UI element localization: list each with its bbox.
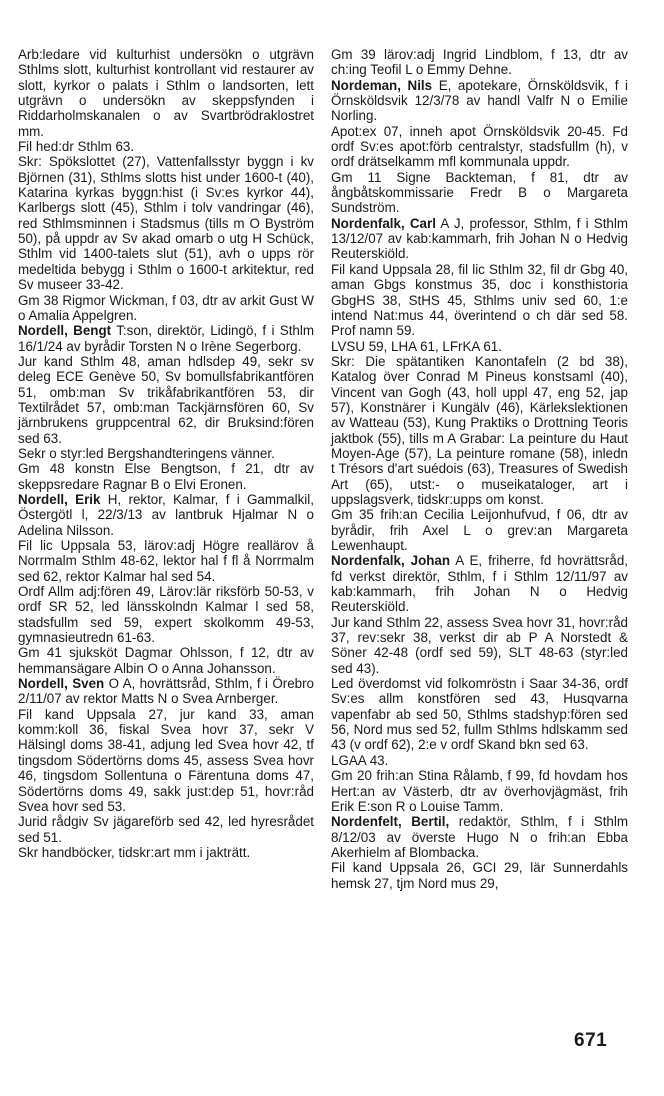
biography-paragraph [331, 753, 628, 768]
paragraph-text: Fil kand Uppsala 27, jur kand 33, aman komm:koll 36, fiskal Svea hovr 37, sekr V Hälsingl doms 38-41, adjung led Svea hovr 42, tf tingsdom Södertörns doms 45, assess Svea hovr 46, tingsdom Sollentuna o Färentuna doms 47, Södertörns doms 49, sakk just:dep 51, hovr:råd Svea hovr sed 53. [18, 706, 314, 814]
biography-paragraph [18, 139, 314, 154]
biography-paragraph [331, 768, 628, 814]
biography-paragraph [331, 47, 628, 78]
paragraph-text: Jur kand Sthlm 22, assess Svea hovr 31, hovr:råd 37, rev:sekr 38, verkst dir ab P A Norstedt & Söner 42-48 (ordf sed 59), SLT 48-63 (styr:led sed 43). [331, 614, 628, 676]
paragraph-text: A J, professor, Sthlm, f i Sthlm 13/12/07 av kab:kammarh, frih Johan N o Hedvig Reuterskiöld. [331, 215, 629, 262]
paragraph-text: Skr: Spökslottet (27), Vattenfallsstyr byggn i kv Björnen (31), Sthlms slotts hist under 1600-t (40), Katarina kyrkas byggn:hist (i Sv:es kyrkor 44), Karlbergs slott (45), Sthlm i tolv vandringar (46), red Sthlmsminnen i Stadsmus (tills m O Byström 50), på uppdr av Sv akad omarb o utg H Schück, Sthlm vid 1400-talets slut (51), avh o upps rör medeltida bebygg i Sthlm o 1600-t arkitektur, red Sv museer 33-42. [18, 154, 314, 293]
paragraph-text: Fil kand Uppsala 26, GCI 29, lär Sunnerdahls hemsk 27, tjm Nord mus 29, [331, 860, 628, 891]
paragraph-text: Gm 38 Rigmor Wickman, f 03, dtr av arkit Gust W o Amalia Appelgren. [18, 292, 314, 323]
biography-paragraph [331, 262, 628, 339]
biography-paragraph [18, 707, 314, 814]
biography-entry-start [331, 216, 628, 262]
biography-paragraph [18, 47, 314, 139]
biography-paragraph [331, 354, 628, 507]
biography-paragraph [331, 124, 628, 170]
paragraph-text: Gm 41 sjuksköt Dagmar Ohlsson, f 12, dtr av hemmansägare Albin O o Anna Johansson. [18, 645, 314, 676]
entry-name: Nordell, Sven [18, 676, 105, 692]
biography-entry-start [331, 814, 628, 860]
paragraph-text: LGAA 43. [331, 752, 389, 768]
paragraph-text: Led överdomst vid folkomröstn i Saar 34-36, ordf Sv:es allm konstfören sed 43, Husqvarna vapenfabr ab sed 50, Sthlms stadshyp:fören sed 56, Nord mus sed 52, fullm Sthlms hdlskamm sed 43 (v ordf 62), 2:e v ordf Skand bkn sed 63. [331, 676, 628, 753]
paragraph-text: E, apotekare, Örnsköldsvik, f i Örnsköldsvik 12/3/78 av handl Valfr N o Emilie Norling. [331, 77, 628, 124]
paragraph-text: H, rektor, Kalmar, f i Gammalkil, Östergötl l, 22/3/13 av lantbruk Hjalmar N o Adelina Nilsson. [18, 491, 314, 538]
biography-paragraph [18, 354, 314, 446]
paragraph-text: Apot:ex 07, inneh apot Örnsköldsvik 20-45. Fd ordf Sv:es apot:förb centralstyr, stadsfullm (h), v ordf drätselkamm mfl kommunala uppdr. [331, 123, 628, 170]
paragraph-text: Gm 48 konstn Else Bengtson, f 21, dtr av skeppsredare Ragnar B o Elvi Eronen. [18, 461, 314, 492]
biography-paragraph [18, 538, 314, 584]
biography-paragraph [18, 584, 314, 645]
paragraph-text: T:son, direktör, Lidingö, f i Sthlm 16/1/24 av byrådir Torsten N o Irène Segerborg. [18, 323, 314, 354]
paragraph-text: Gm 20 frih:an Stina Rålamb, f 99, fd hovdam hos Hert:an av Västerb, dtr av överhovjägmäst, frih Erik E:son R o Louise Tamm. [331, 768, 628, 814]
paragraph-text: Skr handböcker, tidskr:art mm i jakträtt. [18, 844, 251, 860]
biography-paragraph [18, 154, 314, 292]
biography-entry-start [18, 323, 314, 354]
paragraph-text: redaktör, Sthlm, f i Sthlm 8/12/03 av överste Hugo N o frih:an Ebba Akerhielm af Blombacka. [331, 814, 628, 860]
biography-paragraph [18, 446, 314, 461]
entry-name: Nordenfelt, Bertil, [331, 814, 450, 830]
biography-entry-start [331, 553, 628, 614]
biography-paragraph [331, 860, 628, 891]
right-column [331, 47, 628, 891]
paragraph-text: Arb:ledare vid kulturhist undersökn o utgrävn Sthlms slott, kulturhist kontrollant vid restaurer av slott, kyrkor o palats i Sthlm o landsorten, lett utgrävn o undersökn av skeppsfynden i Riddarholmskanalen o av Svartbrödraklostret mm. [18, 47, 314, 139]
entry-name: Nordenfalk, Carl [331, 215, 436, 231]
paragraph-text: Jur kand Sthlm 48, aman hdlsdep 49, sekr sv deleg ECE Genève 50, Sv bomullsfabrikantfören 51, omb:man Sv trikåfabrikantfören 53, dir Textilrådet 57, omb:man Tackjärnsfören 60, Sv järnbrukens gruppcentral 62, dir Bruksind:fören sed 63. [18, 353, 314, 446]
biography-paragraph [18, 645, 314, 676]
paragraph-text: Gm 11 Signe Backteman, f 81, dtr av ångbåtskommissarie Fredr B o Margareta Sundström. [331, 169, 628, 216]
paragraph-text: Ordf Allm adj:fören 49, Lärov:lär riksförb 50-53, v ordf SR 52, led länsskolndn Kalmar l sed 58, stadsfullm sed 59, expert skolkomm 49-53, gymnasieutredn 61-63. [18, 584, 314, 646]
biography-paragraph [331, 676, 628, 753]
biography-paragraph [18, 845, 314, 860]
paragraph-text: Jurid rådgiv Sv jägareförb sed 42, led hyresrådet sed 51. [18, 814, 314, 845]
paragraph-text: Fil lic Uppsala 53, lärov:adj Högre reallärov å Norrmalm Sthlm 48-62, lektor hal f fl å Norrmalm sed 62, rektor Kalmar hal sed 54. [18, 538, 314, 584]
paragraph-text: Fil hed:dr Sthlm 63. [18, 139, 135, 155]
biography-entry-start [331, 78, 628, 124]
paragraph-text: Skr: Die spätantiken Kanontafeln (2 bd 38), Katalog över Conrad M Pineus konstsaml (40), Vincent van Gogh (43, holl uppl 47, eng 52, jap 57), Konstnärer i Kungälv (46), Kärlekslektionen av Watteau (53), Kung Praktiks o Drottning Teoris jaktbok (55), tills m A Grabar: La peinture du Haut Moyen-Age (57), La peinture romane (58), inledn t Trésors d'art suédois (63), Treasures of Swedish Art (65), utst:- o museikataloger, art i uppslagsverk, tidskr:upps om konst. [331, 353, 628, 507]
entry-name: Nordeman, Nils [331, 77, 433, 93]
paragraph-text: O A, hovrättsråd, Sthlm, f i Örebro 2/11/07 av rektor Matts N o Svea Arnberger. [18, 676, 314, 707]
paragraph-text: Sekr o styr:led Bergshandteringens vänner. [18, 445, 275, 461]
biography-paragraph [331, 170, 628, 216]
entry-name: Nordell, Erik [18, 491, 101, 507]
biography-paragraph [18, 293, 314, 324]
biography-paragraph [331, 339, 628, 354]
biography-paragraph [331, 615, 628, 676]
entry-name: Nordenfalk, Johan [331, 553, 451, 569]
biography-paragraph [18, 814, 314, 845]
entry-name: Nordell, Bengt [18, 323, 112, 339]
paragraph-text: A E, friherre, fd hovrättsråd, fd verkst direktör, Sthlm, f i Sthlm 12/11/97 av kab:kammarh, frih Johan N o Hedvig Reuterskiöld. [331, 553, 628, 615]
biography-paragraph [331, 507, 628, 553]
paragraph-text: LVSU 59, LHA 61, LFrKA 61. [331, 338, 502, 354]
biography-entry-start [18, 492, 314, 538]
page-number: 671 [574, 1030, 608, 1051]
biography-entry-start [18, 676, 314, 707]
left-column [18, 47, 314, 860]
paragraph-text: Fil kand Uppsala 28, fil lic Sthlm 32, fil dr Gbg 40, aman Gbgs konstmus 35, doc i konsthistoria GbgHS 38, StHS 45, Sthlms univ sed 60, 1:e intend Nat:mus 44, överintend o ch där sed 58. Prof namn 59. [331, 261, 628, 339]
biography-paragraph [18, 461, 314, 492]
paragraph-text: Gm 35 frih:an Cecilia Leijonhufvud, f 06, dtr av byrådir, frih Axel L o grev:an Margareta Lewenhaupt. [331, 507, 628, 553]
paragraph-text: Gm 39 lärov:adj Ingrid Lindblom, f 13, dtr av ch:ing Teofil L o Emmy Dehne. [331, 47, 628, 78]
